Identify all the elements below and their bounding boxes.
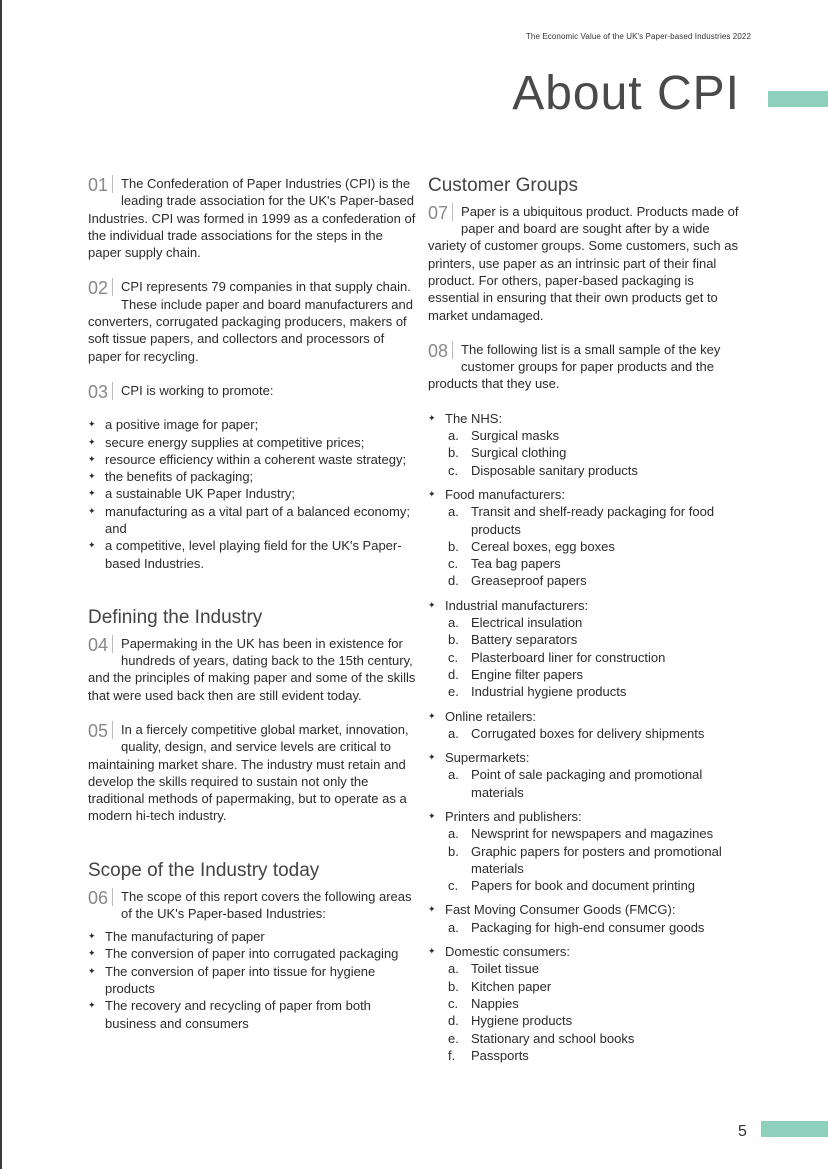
item-text: Greaseproof papers (471, 573, 587, 589)
item-text: Corrugated boxes for delivery shipments (471, 725, 705, 741)
list-item (445, 825, 746, 842)
item-letter: c. (448, 462, 459, 478)
item-letter: b. (448, 843, 459, 859)
accent-bar-bottom (761, 1121, 828, 1137)
paragraph-06 (88, 888, 416, 923)
list-item (445, 1030, 746, 1047)
customer-group-name: ✦ Fast Moving Consumer Goods (FMCG): (445, 902, 676, 918)
item-letter: d. (448, 573, 459, 589)
item-letter: c. (448, 878, 459, 894)
paragraph-05 (88, 721, 416, 825)
item-text: Passports (471, 1047, 529, 1063)
list-item (445, 843, 746, 878)
list-item: ✦ a competitive, level playing field for the UK's Paper-based Industries. (88, 537, 416, 572)
item-letter: a. (448, 826, 459, 842)
paragraph-04 (88, 635, 416, 704)
customer-product-list (445, 766, 746, 801)
customer-product-list (445, 614, 746, 700)
list-item (445, 631, 746, 648)
customer-group (428, 943, 746, 1064)
customer-product-list (445, 427, 746, 479)
list-item (445, 503, 746, 538)
item-letter: a. (448, 919, 459, 935)
item-letter: c. (448, 995, 459, 1011)
item-text: Battery separators (471, 632, 578, 648)
paragraph-text: The scope of this report covers the following areas of the UK's Paper-based Industries: (121, 888, 412, 921)
item-text: Toilet tissue (471, 961, 539, 977)
paragraph-text: Paper is a ubiquitous product. Products made of paper and board are sought after by a wide variety of customer groups. Some customers, such as printers, use paper as an intrinsic part of their final product. For others, paper-based packaging is essential in ensuring that their own products get to market undamaged. (428, 203, 739, 323)
list-item: ✦ manufacturing as a vital part of a balanced economy; and (88, 503, 416, 538)
accent-bar-top (768, 91, 828, 107)
list-item: ✦ a positive image for paper; (88, 416, 416, 433)
item-text: Packaging for high-end consumer goods (471, 919, 705, 935)
list-item (445, 919, 746, 936)
paragraph-number: 03 (88, 382, 113, 400)
customer-group-name: ✦ Food manufacturers: (445, 486, 565, 502)
item-letter: b. (448, 632, 459, 648)
item-letter: c. (448, 556, 459, 572)
customer-group (428, 749, 746, 801)
list-item (445, 1012, 746, 1029)
item-text: Plasterboard liner for construction (471, 649, 666, 665)
paragraph-number: 08 (428, 341, 453, 359)
list-item (445, 614, 746, 631)
customer-group-name: ✦ Domestic consumers: (445, 944, 570, 960)
customer-group-name: ✦ Industrial manufacturers: (445, 597, 589, 613)
list-item (445, 649, 746, 666)
item-letter: a. (448, 961, 459, 977)
item-letter: d. (448, 1013, 459, 1029)
list-item (445, 666, 746, 683)
item-text: Newsprint for newspapers and magazines (471, 826, 714, 842)
item-text: Surgical clothing (471, 445, 567, 461)
customer-group-name: ✦ The NHS: (445, 410, 503, 426)
item-text: Kitchen paper (471, 978, 552, 994)
heading-defining-industry: Defining the Industry (88, 606, 263, 628)
item-letter: a. (448, 504, 459, 520)
item-letter: c. (448, 649, 459, 665)
item-letter: b. (448, 538, 459, 554)
right-column (428, 175, 746, 1071)
list-item: ✦ The conversion of paper into tissue for hygiene products (88, 963, 416, 998)
list-item (445, 538, 746, 555)
customer-group (428, 486, 746, 590)
item-text: Tea bag papers (471, 556, 561, 572)
paragraph-number: 06 (88, 888, 113, 906)
list-item (445, 427, 746, 444)
paragraph-03 (88, 381, 416, 402)
item-letter: a. (448, 615, 459, 631)
customer-product-list (445, 960, 746, 1064)
paragraph-text: Papermaking in the UK has been in existence for hundreds of years, dating back to the 15th century, and the principles of making paper and some of the skills that were used back then are still evident today. (88, 635, 416, 703)
item-text: Electrical insulation (471, 615, 583, 631)
paragraph-number: 02 (88, 278, 113, 296)
item-text: Surgical masks (471, 428, 560, 444)
list-item (445, 572, 746, 589)
customer-group-name: ✦ Supermarkets: (445, 750, 530, 766)
list-item (445, 683, 746, 700)
customer-product-list (445, 725, 746, 742)
list-item (445, 766, 746, 801)
item-letter: b. (448, 978, 459, 994)
page-number: 5 (738, 1123, 747, 1140)
paragraph-text: CPI represents 79 companies in that supply chain. These include paper and board manufacturers and converters, corrugated packaging producers, makers of soft tissue papers, and collectors and processors of paper for recycling. (88, 279, 413, 364)
item-text: Stationary and school books (471, 1030, 635, 1046)
list-item (445, 995, 746, 1012)
item-text: Disposable sanitary products (471, 462, 638, 478)
list-item: ✦ a sustainable UK Paper Industry; (88, 485, 416, 502)
list-item (445, 725, 746, 742)
running-header: The Economic Value of the UK's Paper-based Industries 2022 (525, 32, 751, 41)
item-letter: b. (448, 445, 459, 461)
page-title: About CPI (512, 67, 740, 120)
item-letter: a. (448, 767, 459, 783)
left-column (88, 175, 416, 1049)
heading-scope-industry: Scope of the Industry today (88, 859, 320, 881)
list-item (445, 555, 746, 572)
item-letter: d. (448, 666, 459, 682)
list-item (445, 444, 746, 461)
list-item: ✦ The recovery and recycling of paper from both business and consumers (88, 997, 416, 1032)
item-text: Papers for book and document printing (471, 878, 696, 894)
paragraph-02 (88, 278, 416, 364)
item-letter: a. (448, 428, 459, 444)
item-letter: a. (448, 725, 459, 741)
paragraph-text: The Confederation of Paper Industries (CPI) is the leading trade association for the UK's Paper-based Industries. CPI was formed in 1999 as a confederation of the individual trade associations for the steps in the paper supply chain. (88, 176, 416, 261)
customer-group (428, 410, 746, 479)
item-letter: f. (448, 1047, 456, 1063)
promote-list (88, 416, 416, 572)
paragraph-number: 01 (88, 175, 113, 193)
paragraph-08 (428, 341, 746, 393)
paragraph-01 (88, 175, 416, 261)
customer-group (428, 901, 746, 936)
paragraph-number: 05 (88, 721, 113, 739)
item-text: Nappies (471, 995, 519, 1011)
item-text: Graphic papers for posters and promotional materials (471, 843, 722, 876)
item-text: Transit and shelf-ready packaging for food products (471, 504, 715, 537)
list-item (445, 978, 746, 995)
paragraph-number: 04 (88, 635, 113, 653)
customer-groups-list (428, 410, 746, 1064)
customer-group (428, 708, 746, 743)
paragraph-text: In a fiercely competitive global market, innovation, quality, design, and service levels are critical to maintaining market share. The industry must retain and develop the skills required to sustain not only the traditional methods of papermaking, but to operate as a modern hi-tech industry. (88, 721, 409, 824)
item-text: Engine filter papers (471, 666, 584, 682)
paragraph-text: CPI is working to promote: (121, 382, 274, 398)
list-item: ✦ secure energy supplies at competitive prices; (88, 434, 416, 451)
item-text: Point of sale packaging and promotional materials (471, 767, 703, 800)
customer-group (428, 808, 746, 894)
customer-product-list (445, 825, 746, 894)
list-item (445, 1047, 746, 1064)
list-item: ✦ resource efficiency within a coherent waste strategy; (88, 451, 416, 468)
list-item: ✦ The conversion of paper into corrugated packaging (88, 945, 416, 962)
heading-customer-groups: Customer Groups (428, 175, 578, 196)
customer-group (428, 597, 746, 701)
item-text: Cereal boxes, egg boxes (471, 538, 615, 554)
list-item: ✦ The manufacturing of paper (88, 928, 416, 945)
paragraph-text: The following list is a small sample of the key customer groups for paper products and the products that they use. (428, 341, 721, 392)
scope-list (88, 928, 416, 1032)
item-letter: e. (448, 1030, 459, 1046)
item-text: Industrial hygiene products (471, 684, 627, 700)
customer-product-list (445, 503, 746, 589)
list-item (445, 462, 746, 479)
left-edge-rule (0, 0, 2, 1169)
customer-group-name: ✦ Online retailers: (445, 708, 537, 724)
list-item (445, 877, 746, 894)
list-item: ✦ the benefits of packaging; (88, 468, 416, 485)
item-text: Hygiene products (471, 1013, 573, 1029)
paragraph-07 (428, 203, 746, 324)
paragraph-number: 07 (428, 203, 453, 221)
list-item (445, 960, 746, 977)
customer-group-name: ✦ Printers and publishers: (445, 809, 582, 824)
customer-product-list (445, 919, 746, 936)
item-letter: e. (448, 684, 459, 700)
